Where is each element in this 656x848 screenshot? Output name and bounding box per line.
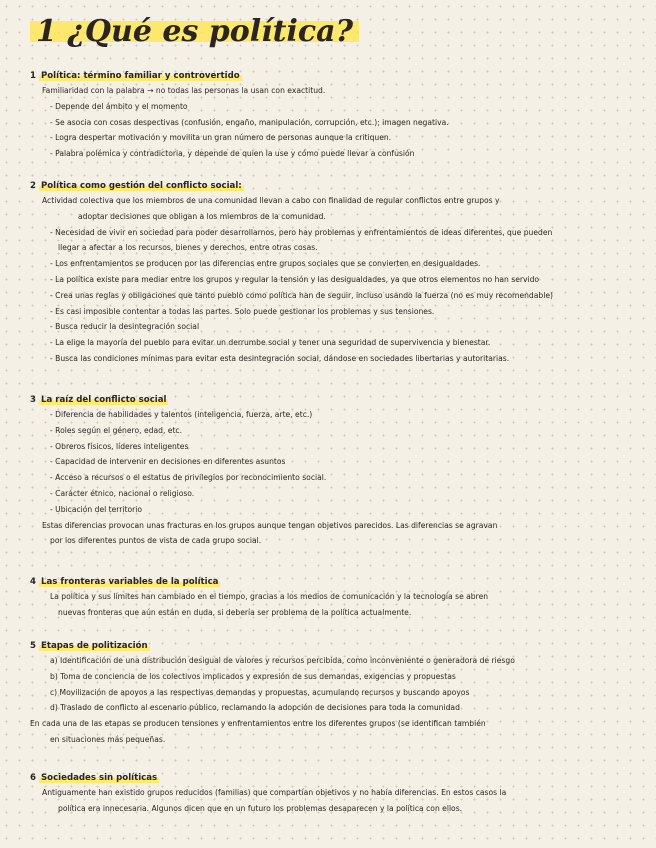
section-heading bbox=[30, 576, 642, 588]
note-line: - Depende del ámbito y el momento bbox=[50, 101, 188, 111]
section-number: 3 bbox=[30, 395, 36, 405]
note-line: - Capacidad de intervenir en decisiones en diferentes asuntos bbox=[50, 457, 286, 467]
note-line: adoptar decisiones que obligan a los miembros de la comunidad. bbox=[78, 211, 326, 221]
note-line: llegar a afectar a los recursos, bienes y derechos, entre otras cosas. bbox=[58, 243, 318, 253]
note-line: - Necesidad de vivir en sociedad para poder desarrollarnos, pero hay problemas y enfrentamientos de ideas diferentes, que pueden bbox=[50, 227, 553, 237]
section-number: 4 bbox=[30, 577, 36, 587]
note-line: La política y sus límites han cambiado en el tiempo, gracias a los medios de comunicación y la tecnología se abren bbox=[50, 592, 489, 601]
section-heading bbox=[30, 772, 642, 784]
note-line: - Acceso a recursos o el estatus de privilegios por reconocimiento social. bbox=[50, 473, 327, 483]
section-heading-text: Sociedades sin políticas bbox=[40, 773, 158, 783]
note-line: en situaciones más pequeñas. bbox=[50, 734, 166, 744]
section-number: 1 bbox=[30, 71, 36, 81]
note-line: Antiguamente han existido grupos reducidos (familias) que compartían objetivos y no había diferencias. En estos casos la bbox=[42, 788, 507, 797]
note-line: - Es casi imposible contentar a todas las partes. Solo puede gestionar los problemas y sus tensiones. bbox=[50, 306, 435, 316]
note-line: d) Traslado de conflicto al escenario público, reclamando la adopción de decisiones para toda la comunidad bbox=[50, 703, 460, 713]
section-heading bbox=[30, 70, 642, 82]
note-line: - Busca reducir la desintegración social bbox=[50, 322, 200, 332]
section-3 bbox=[30, 394, 642, 549]
note-line: - Busca las condiciones mínimas para evitar esta desintegración social, dándose en sociedades libertarias y autoritarias. bbox=[50, 353, 510, 363]
section-heading bbox=[30, 394, 642, 406]
note-line: - Roles según el género, edad, etc. bbox=[50, 425, 183, 435]
section-heading bbox=[30, 640, 642, 652]
note-line: - La política existe para mediar entre los grupos y regular la tensión y las desigualdades, ya que otros elementos no han servido bbox=[50, 274, 540, 284]
note-line: - Palabra polémica y contradictoria, y depende de quien la use y cómo puede llevar a confusión bbox=[50, 149, 415, 159]
section-4 bbox=[30, 576, 642, 621]
note-line: - Logra despertar motivación y movilita un gran número de personas aunque la critiquen. bbox=[50, 133, 392, 143]
title-number: 1 bbox=[36, 14, 57, 49]
section-heading-text: Política como gestión del conflicto social: bbox=[40, 181, 242, 191]
section-2 bbox=[30, 180, 642, 367]
note-line: - Crea unas reglas y obligaciones que tanto pueblo como política han de seguir, incluso usando la fuerza (no es muy recomendable) bbox=[50, 290, 553, 300]
note-line: a) Identificación de una distribución desigual de valores y recursos percibida, como inconveniente o generadora de riesgo bbox=[50, 656, 515, 665]
title-text: ¿Qué es política? bbox=[67, 14, 354, 49]
note-line: - Los enfrentamientos se producen por las diferencias entre grupos sociales que se convierten en desigualdades. bbox=[50, 259, 481, 269]
section-number: 5 bbox=[30, 641, 36, 651]
note-line: En cada una de las etapas se producen tensiones y enfrentamientos entre los diferentes grupos (se identifican también bbox=[30, 719, 486, 729]
section-heading-text: Etapas de politización bbox=[40, 641, 148, 651]
section-number: 2 bbox=[30, 181, 36, 191]
title-highlight bbox=[30, 14, 359, 49]
section-5 bbox=[30, 640, 642, 748]
page-title bbox=[30, 14, 359, 49]
note-line: política era innecesaria. Algunos dicen que en un futuro los problemas desaparecen y la política con ellos. bbox=[58, 803, 463, 813]
note-line: - Diferencia de habilidades y talentos (inteligencia, fuerza, arte, etc.) bbox=[50, 410, 313, 419]
note-line: - Se asocia con cosas despectivas (confusión, engaño, manipulación, corrupción, etc.); imagen negativa. bbox=[50, 117, 449, 127]
section-1 bbox=[30, 70, 642, 162]
section-heading-text: La raíz del conflicto social bbox=[40, 395, 167, 405]
note-line: c) Movilización de apoyos a las respectivas demandas y propuestas, acumulando recursos y buscando apoyos bbox=[50, 687, 470, 697]
note-line: nuevas fronteras que aún están en duda, si debería ser problema de la política actualmente. bbox=[58, 607, 412, 617]
note-line: - Ubicación del territorio bbox=[50, 504, 143, 514]
note-line: - La elige la mayoría del pueblo para evitar un derrumbe social y tener una seguridad de supervivencia y bienestar. bbox=[50, 338, 491, 348]
note-line: - Carácter étnico, nacional o religioso. bbox=[50, 488, 195, 498]
note-line: b) Toma de conciencia de los colectivos implicados y expresión de sus demandas, exigencias y propuestas bbox=[50, 671, 456, 681]
note-line: por los diferentes puntos de vista de cada grupo social. bbox=[50, 536, 262, 546]
section-number: 6 bbox=[30, 773, 36, 783]
section-6 bbox=[30, 772, 642, 817]
note-line: Estas diferencias provocan unas fracturas en los grupos aunque tengan objetivos parecidos. Las diferencias se agravan bbox=[42, 520, 498, 530]
section-heading-text: Las fronteras variables de la política bbox=[40, 577, 219, 587]
note-line: Actividad colectiva que los miembros de una comunidad llevan a cabo con finalidad de regular conflictos entre grupos y bbox=[42, 196, 500, 205]
section-heading-text: Política: término familiar y controvertido bbox=[40, 71, 240, 81]
section-heading bbox=[30, 180, 642, 192]
note-line: Familiaridad con la palabra → no todas las personas la usan con exactitud. bbox=[42, 86, 326, 95]
note-line: - Obreros físicos, líderes inteligentes bbox=[50, 441, 189, 451]
